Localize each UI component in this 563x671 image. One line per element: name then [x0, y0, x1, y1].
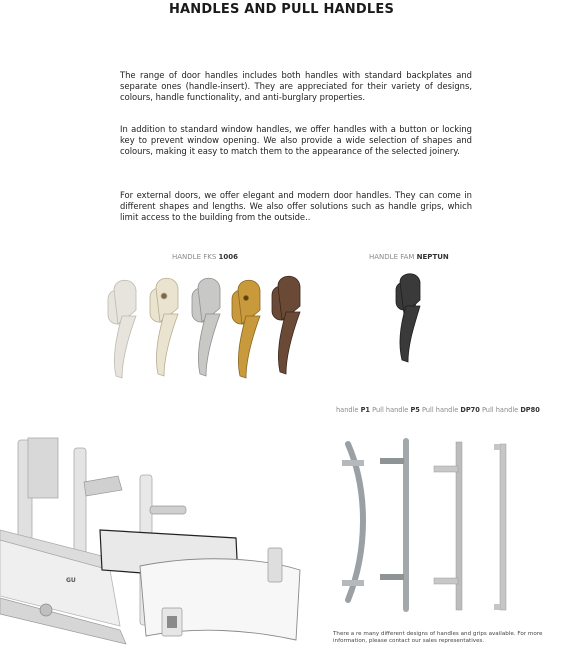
page-title: HANDLES AND PULL HANDLES: [168, 2, 395, 17]
pull-handle-p5: [380, 438, 409, 612]
handle-cream: [150, 278, 178, 376]
handle-silver: [192, 278, 220, 376]
closer-logo: GU: [66, 577, 76, 584]
handle-white: [108, 280, 136, 378]
handle-gold: [232, 280, 260, 378]
caption-handle-fam: HANDLE FAM NEPTUN: [369, 253, 449, 261]
fks-handles-image: [100, 268, 320, 378]
caption-handle-fks: HANDLE FKS 1006: [172, 253, 238, 261]
neptun-handle-image: [392, 270, 432, 370]
pull-handles-image: [330, 430, 550, 620]
pull-handle-captions: handle P1 Pull handle P5 Pull handle DP70 Pull handle DP80: [336, 406, 540, 414]
paragraph-3: For external doors, we offer elegant and modern door handles. They can come in different shapes and lengths. We also offer solutions such as handle grips, which limit access to the building from the outside..: [120, 190, 472, 223]
door-hardware-image: [0, 430, 310, 670]
pull-handle-p1: [342, 444, 364, 600]
pull-handle-dp70: [434, 442, 462, 610]
footnote: There a re many different designs of handles and grips available. For more information, please contact our sales representatives.: [333, 631, 543, 644]
paragraph-1: The range of door handles includes both handles with standard backplates and separate ones (handle-insert). They are appreciated for their variety of designs, colours, handle functionality, and anti-burglary properties.: [120, 70, 472, 103]
paragraph-2: In addition to standard window handles, we offer handles with a button or locking key to prevent window opening. We also provide a wide selection of shapes and colours, making it easy to match them to the appearance of the selected joinery.: [120, 124, 472, 157]
handle-brown: [272, 276, 300, 374]
pull-handle-dp80: [494, 444, 506, 610]
